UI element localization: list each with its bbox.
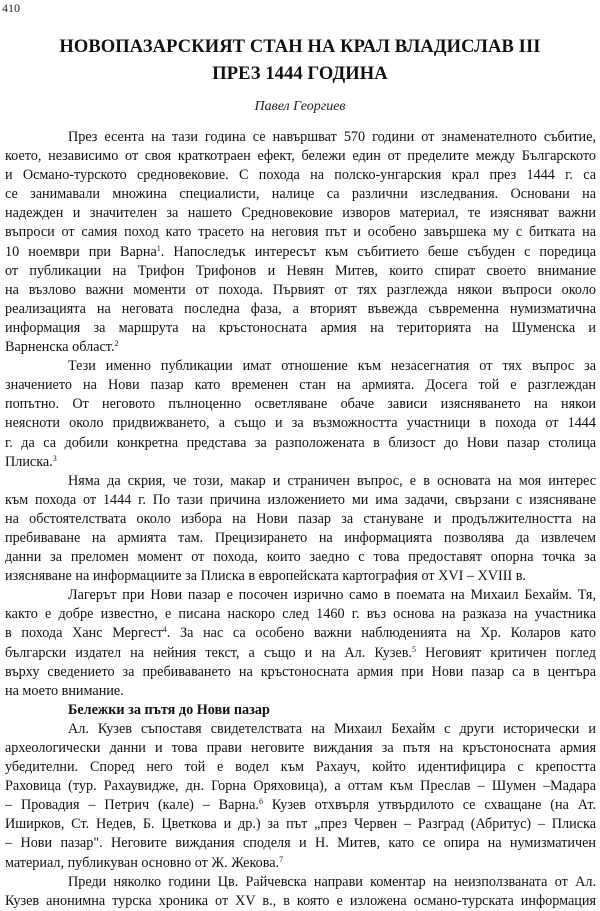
line-text: Кузев анонимна турска хроника от XV в., в която е изложена османо-турската информация	[5, 892, 596, 909]
article-title-line-1: НОВОПАЗАРСКИЯТ СТАН НА КРАЛ ВЛАДИСЛАВ III	[59, 37, 541, 57]
body-text-line	[5, 529, 596, 548]
line-text: към похода от 1444 г. По тази причина изложението ми има задачи, свързани с изясняване	[5, 491, 596, 508]
line-text-continued: Неговият критичен поглед	[415, 644, 596, 661]
line-text: Бележки за пътя до Нови пазар	[68, 701, 270, 718]
line-text: Тези именно публикации имат отношение към незасегнатия от тях въпрос за	[68, 358, 596, 375]
body-text-line	[5, 414, 596, 433]
line-text: се занимавали множина специалисти, налице са различни изследвания. Основани на	[5, 186, 596, 203]
body-text-line	[5, 453, 596, 472]
line-text: изясняване на информациите за Плиска в европейската картография от XVI – XVIII в.	[5, 568, 526, 585]
body-text-line	[5, 204, 596, 223]
body-text-line	[5, 548, 596, 567]
line-text: реализацията на неговата последна фаза, а вторият въвежда съвременна нумизматична	[5, 300, 596, 317]
body-text-line	[5, 185, 596, 204]
page-number: 410	[2, 1, 20, 15]
footnote-marker[interactable]: 1	[156, 243, 161, 253]
line-text: надежден и значителен за нашето Средновековие изворов материал, те изясняват важни	[5, 205, 596, 222]
line-text: През есента на тази година се навършват 570 години от знаменателното събитие,	[68, 129, 596, 145]
line-text: както е добре известно, е писана наскоро след 1460 г. въз основа на разказа на участника	[5, 606, 596, 623]
body-text-line	[5, 223, 596, 242]
body-text-line	[5, 873, 596, 892]
line-text: на обстоятелствата около избора на Нови пазар за стануване и продължителността на	[5, 510, 596, 527]
footnote-marker[interactable]: 6	[258, 797, 263, 807]
body-text-line	[5, 472, 596, 491]
line-text: в похода Ханс Мергест	[5, 625, 163, 642]
line-text: български издател на нейния текст, а също и на Ал. Кузев.	[5, 644, 412, 661]
body-text-line	[5, 644, 596, 663]
body-text-line	[5, 796, 596, 815]
body-text-line	[5, 739, 596, 758]
line-text: 10 ноември при Варна	[5, 243, 157, 260]
body-text-line	[5, 682, 596, 701]
line-text: Няма да скрия, че този, макар и страничен въпрос, е в основата на моя интерес	[68, 472, 596, 489]
body-text-line	[5, 892, 596, 911]
body-text-line	[5, 663, 596, 682]
footnote-marker[interactable]: 3	[52, 453, 57, 463]
body-text-line	[5, 338, 596, 357]
line-text: археологически данни и това прави неговите виждания за пътя на кръстоносната армия	[5, 740, 596, 756]
body-text-line	[5, 300, 596, 319]
line-text: данни за преломен момент от похода, които заедно с това предоставят опорна точка за	[5, 549, 596, 566]
body-text-line	[5, 605, 596, 624]
body-text-line	[5, 434, 596, 453]
line-text: неясноти около придвижването, а също и за възможността участници в похода от 1444	[5, 415, 596, 432]
body-text-line	[5, 720, 596, 739]
footnote-marker[interactable]: 5	[411, 644, 416, 654]
body-text-line	[5, 262, 596, 281]
footnote-marker[interactable]: 7	[279, 854, 284, 864]
body-text-line	[5, 281, 596, 300]
article-title-line-2: ПРЕЗ 1444 ГОДИНА	[212, 64, 388, 84]
body-text-line	[5, 491, 596, 510]
line-text: и Османо-турското средновековие. С похода на полско-унгарския крал през 1444 г. са	[5, 167, 596, 184]
line-text-continued: . За нас са особено важни наблюденията на Хр. Коларов като	[166, 625, 596, 642]
line-text: въпроси от самия поход като трасето на неговия път и особено завършека му с битката на	[5, 224, 596, 241]
line-text: Ал. Кузев съпоставя свидетелствата на Михаил Бехайм с други исторически и	[68, 720, 596, 737]
body-text-line	[5, 510, 596, 529]
body-text-line	[5, 624, 596, 643]
body-text-line	[5, 243, 596, 262]
body-text-line	[5, 777, 596, 796]
body-text-line	[5, 319, 596, 338]
body-text-line	[5, 166, 596, 185]
author-name: Павел Георгиев	[254, 99, 346, 114]
line-text: пребиваване на армията там. Прецизирането на информацията позволява да извлечем	[5, 529, 596, 546]
footnote-marker[interactable]: 2	[114, 339, 119, 349]
footnote-marker[interactable]: 4	[162, 625, 167, 635]
body-text-line	[5, 376, 596, 395]
line-text: – Провадия – Петрич (кале) – Варна.	[5, 797, 259, 814]
line-text-continued: . Напоследък интересът към събитието беше събуден с поредица	[160, 243, 596, 260]
body-text-line	[5, 395, 596, 414]
line-text: значението на Нови пазар като временен стан на армията. Досега той е разглеждан	[5, 377, 596, 394]
line-text: Лагерът при Нови пазар е посочен изрично само в поемата на Михаил Бехайм. Тя,	[68, 587, 596, 604]
line-text: Раховица (тур. Рахаувидже, дн. Горна Оряховица), а оттам към Преслав – Шумен –Мадара	[5, 778, 596, 795]
body-text-line	[5, 854, 596, 873]
body-text-line	[5, 128, 596, 147]
body-text-line	[5, 758, 596, 777]
line-text: материал, публикуван основно от Ж. Жекова.	[5, 854, 280, 871]
body-text-line	[5, 834, 596, 853]
line-text-continued: Кузев отхвърля утвърдилото се схващане (на Ат.	[262, 797, 596, 814]
body-text-line	[5, 586, 596, 605]
line-text: убедителни. Според него той е водел към Рахауч, който идентифицира с крепостта	[5, 759, 596, 776]
line-text: – Нови пазар". Неговите виждания споделя и Н. Митев, като се опира на нумизматичен	[5, 835, 596, 852]
body-text-line	[5, 567, 596, 586]
section-heading	[5, 701, 596, 720]
body-text-line	[5, 357, 596, 376]
line-text: Преди няколко години Цв. Райчевска направи коментар на неизползваната от Ал.	[68, 873, 596, 890]
line-text: което, независимо от своя краткотраен ефект, бележи един от пределите между Българското	[5, 148, 596, 165]
line-text: върху сведението за пребиваването на кръстоносната армия при Нови пазар са в центъра	[5, 663, 596, 680]
line-text: Плиска.	[5, 453, 53, 470]
line-text: на възлово важни моменти от похода. Първият от тях разглежда някои въпроси около	[5, 281, 596, 298]
body-text-line	[5, 815, 596, 834]
article-body	[5, 128, 596, 911]
body-text-line	[5, 147, 596, 166]
line-text: информация за маршрута на кръстоносната армия на територията на Шуменска и	[5, 319, 596, 336]
line-text: попътно. От неговото пълноценно осветляване обаче зависи изясняването на някои	[5, 396, 596, 413]
line-text: Иширков, Ст. Недев, Б. Цветкова и др.) за път „през Червен – Разград (Абритус) – Плиска	[5, 816, 596, 833]
line-text: г. да са добили конкретна представа за разположената в близост до Нови пазар столица	[5, 434, 596, 451]
line-text: от публикации на Трифон Трифонов и Невян Митев, които спират своето внимание	[5, 262, 596, 279]
line-text: на моето внимание.	[5, 682, 124, 699]
line-text: Варненска област.	[5, 339, 115, 356]
